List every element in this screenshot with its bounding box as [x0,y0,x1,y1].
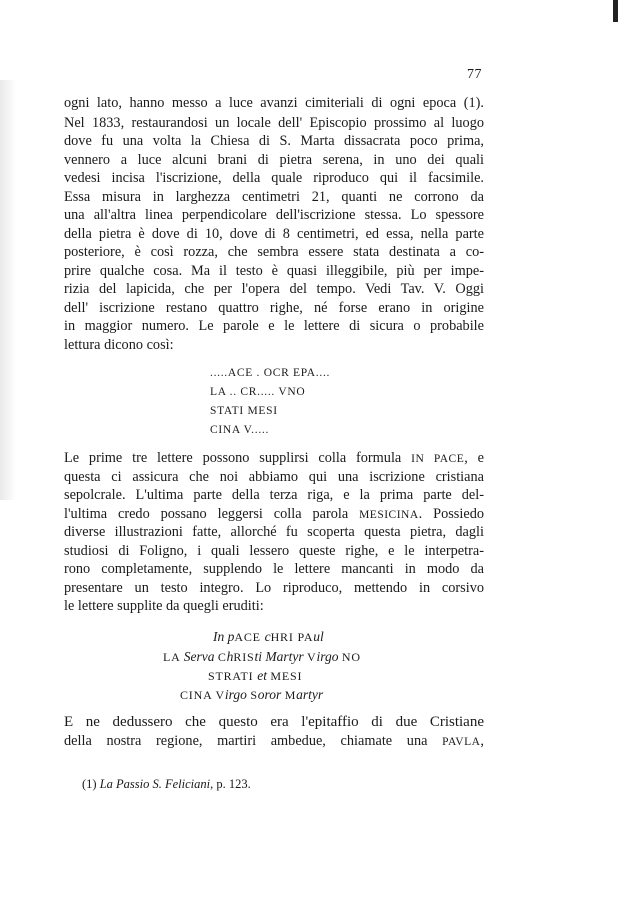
text-line: rono completamente, supplendo le lettere mancanti in modo da [64,561,484,577]
supplied-letters: oror [257,687,285,702]
supplied-letters: et [257,668,271,683]
text-line: presentare un testo integro. Lo riproduco, mettendo in corsivo [64,580,484,596]
text-line: E ne dedussero che questo era l'epitaffio di due Cristiane [64,714,484,730]
reconstruction-line [163,649,361,665]
original-letters: V [307,650,317,664]
inscription-line: LA .. CR..... VNO [210,386,306,398]
supplied-letters: h [226,649,234,664]
text-line: posteriore, è così rozza, che sembra essere stata destinata a co- [64,244,484,260]
reconstruction-line [213,629,324,645]
original-letters: LA [163,650,184,664]
supplied-letters: c [264,629,271,644]
small-caps-text: PAVLA [442,736,481,748]
text-line: prire qualche cosa. Ma il testo è quasi illeggibile, più per impe- [64,263,484,279]
supplied-letters: p [227,629,235,644]
footnote-title: La Passio S. Feliciani [99,777,211,791]
original-letters: CINA [180,688,216,702]
supplied-letters: Serva [183,649,218,664]
supplied-letters: In [213,629,228,644]
text-line: dell' iscrizione restano quattro righe, né forse erano in origine [64,300,484,316]
text-line: l'ultima credo possano leggersi colla parola MESICINA. Possiedo [64,506,484,522]
text-line: rizia del lapicida, che per l'opera del tempo. Vedi Tav. V. Oggi [64,281,484,297]
original-letters: S [250,688,258,702]
footnote: (1) La Passio S. Feliciani, p. 123. [82,777,251,791]
reconstruction-line [180,687,323,703]
text-line: vennero a luce alcuni brani di pietra serena, in uno dei quali [64,152,484,168]
text-line: una all'altra linea perpendicolare dell'iscrizione stessa. Lo spessore [64,207,484,223]
inscription-line: .....ACE . OCR EPA.... [210,367,331,379]
text-line: della nostra regione, martiri ambedue, chiamate una PAVLA, [64,733,484,749]
original-letters: M [284,688,297,702]
supplied-letters: Martyr [265,649,308,664]
original-letters: V [215,688,225,702]
reconstruction-line [208,668,302,684]
text-line: in maggior numero. Le parole e le lettere di sicura o probabile [64,318,484,334]
text-line: vedesi incisa l'iscrizione, della quale riproduco qui il facsimile. [64,170,484,186]
text-line: studiosi di Foligno, i quali lessero queste righe, e le interpetra- [64,543,484,559]
original-letters: MESI [270,669,303,683]
original-letters: NO [341,650,361,664]
supplied-letters: irgo [224,687,251,702]
text-line: Nel 1833, restaurandosi un locale dell' Episcopio prossimo al luogo [64,115,484,131]
text-line: Le prime tre lettere possono supplirsi colla formula IN PACE, e [64,450,484,466]
supplied-letters: ti [254,649,266,664]
original-letters: C [217,650,227,664]
original-letters: HRI PA [270,630,314,644]
supplied-letters: artyr [296,687,324,702]
page-number: 77 [467,67,482,82]
text-line: diverse illustrazioni fatte, allorché fu scoperta questa pietra, dagli [64,524,484,540]
text-line: Essa misura in larghezza centimetri 21, quanti ne corrono da [64,189,484,205]
text-line: dove fu una volta la Chiesa di S. Marta dissacrata poco prima, [64,133,484,149]
inscription-line: CINA V..... [210,424,270,436]
small-caps-text: IN PACE [411,453,465,465]
text-line: le lettere supplite da quegli eruditi: [64,598,264,614]
text-line: ogni lato, hanno messo a luce avanzi cimiteriali di ogni epoca (1). [64,95,484,111]
page-edge-mark [613,0,618,22]
text-line: sepolcrale. L'ultima parte della terza riga, e la prima parte del- [64,487,484,503]
original-letters: STRATI [208,669,258,683]
supplied-letters: irgo [316,649,342,664]
page-edge-shadow [0,80,16,500]
original-letters: RIS [233,650,255,664]
inscription-line: STATI MESI [210,405,278,417]
supplied-letters: ul [313,629,324,644]
text-line: lettura dicono così: [64,337,174,353]
small-caps-text: MESICINA [359,509,419,521]
original-letters: ACE [234,630,265,644]
text-line: questa ci assicura che noi abbiamo qui una iscrizione cristiana [64,469,484,485]
text-line: della pietra è dove di 10, dove di 8 centimetri, ed essa, nella parte [64,226,484,242]
